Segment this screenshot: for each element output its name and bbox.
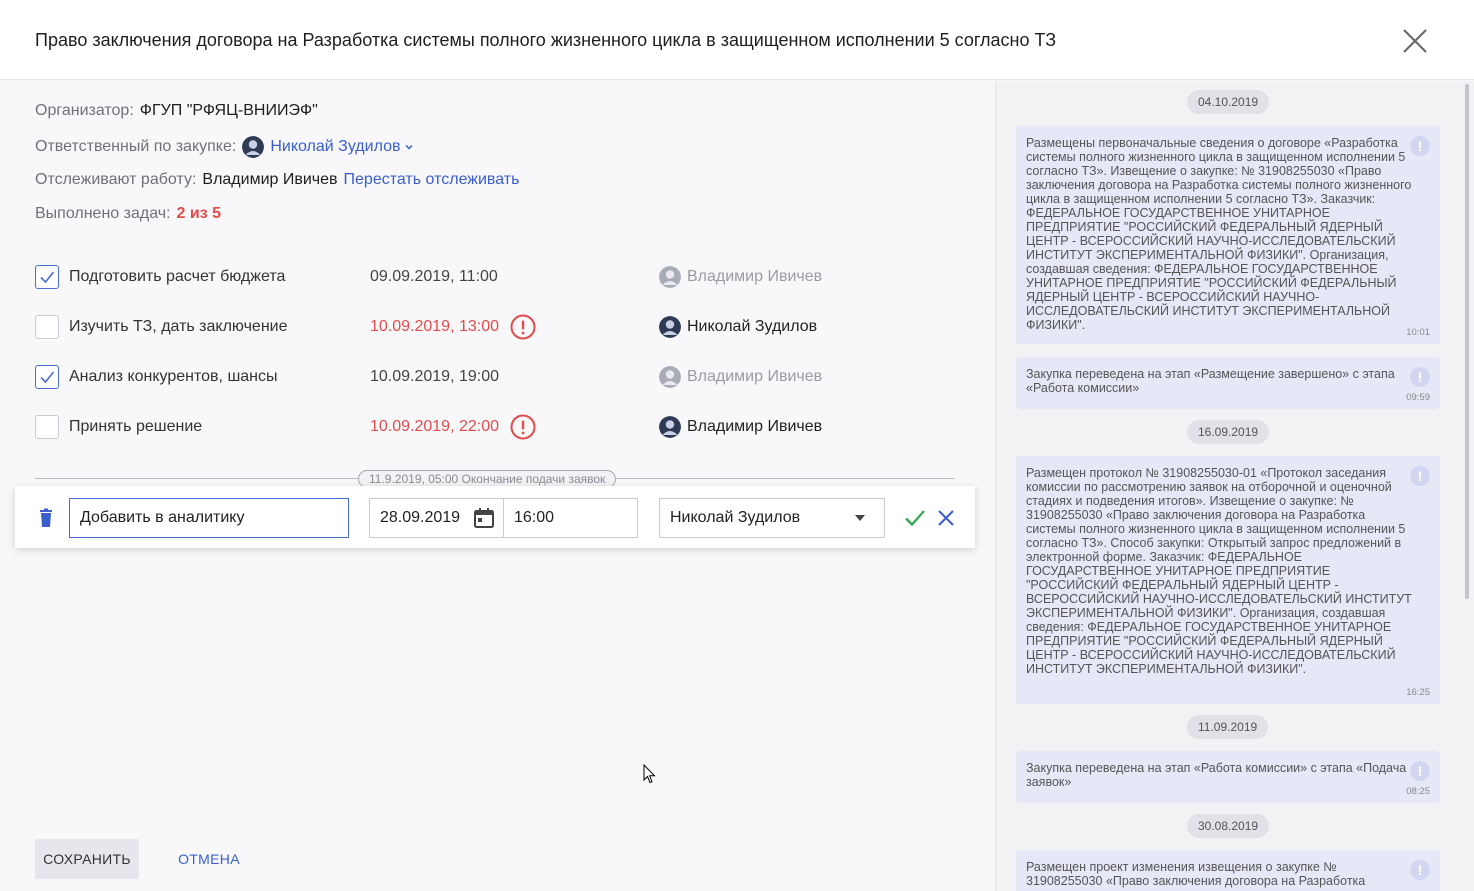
tasks-done-value: 2 из 5 [176, 205, 222, 222]
responsible-row [35, 136, 414, 158]
avatar [659, 416, 681, 438]
task-row [35, 262, 935, 292]
check-icon[interactable] [904, 508, 926, 528]
save-button[interactable]: СОХРАНИТЬ [35, 839, 139, 879]
exclamation-circle-icon [510, 414, 536, 440]
organizer-label: Организатор: [35, 102, 134, 119]
organizer-value: ФГУП "РФЯЦ-ВНИИЭФ" [139, 102, 318, 119]
deadline-text: Окончание подачи заявок [461, 472, 606, 486]
cancel-button[interactable]: ОТМЕНА [164, 839, 254, 879]
timeline-message [1016, 850, 1440, 891]
stop-tracking-link[interactable]: Перестать отслеживать [343, 171, 520, 188]
task-assignee [659, 366, 822, 388]
timeline-message [1016, 357, 1440, 409]
task-assignee-name: Владимир Ивичев [687, 368, 823, 385]
check-icon [36, 366, 58, 388]
message-text: Размещен протокол № 31908255030-01 «Протокол заседания комиссии по рассмотрению заявок на отборочной и оценочной стадиях и подведения итогов». Извещение о закупке: № 31908255030 «Право заключения договора на Разработка системы полного жизненного цикла в защищенном исполнении 5 согласно ТЗ». Способ закупки: Открытый запрос предложений в электронной форме. Заказчик: ФЕДЕРАЛЬНОЕ ГОСУДАРСТВЕННОЕ УНИТАРНОЕ ПРЕДПРИЯТИЕ "РОССИЙСКИЙ ФЕДЕРАЛЬНЫЙ ЯДЕРНЫЙ ЦЕНТР - ВСЕРОССИЙСКИЙ НАУЧНО-ИССЛЕДОВАТЕЛЬСКИЙ ИНСТИТУТ ЭКСПЕРИМЕНТАЛЬНОЙ ФИЗИКИ". Организация, создавшая сведения: ФЕДЕРАЛЬНОЕ ГОСУДАРСТВЕННОЕ УНИТАРНОЕ ПРЕДПРИЯТИЕ "РОССИЙСКИЙ ФЕДЕРАЛЬНЫЙ ЯДЕРНЫЙ ЦЕНТР - ВСЕРОССИЙСКИЙ НАУЧНО-ИССЛЕДОВАТЕЛЬСКИЙ ИНСТИТУТ ЭКСПЕРИМЕНТАЛЬНОЙ ФИЗИКИ". [1026, 466, 1412, 676]
timeline-date: 11.09.2019 [1187, 715, 1268, 739]
task-name[interactable]: Изучить ТЗ, дать заключение [69, 318, 288, 335]
assignee-select[interactable] [659, 498, 885, 538]
info-icon[interactable]: ! [1410, 367, 1430, 387]
task-name[interactable]: Подготовить расчет бюджета [69, 268, 286, 285]
modal-header [0, 0, 1474, 80]
page-title: Право заключения договора на Разработка системы полного жизненного цикла в защищенном исполнении 5 согласно ТЗ [35, 30, 1057, 50]
tracking-value: Владимир Ивичев [202, 171, 338, 188]
timeline-date: 04.10.2019 [1187, 90, 1269, 114]
message-text: Закупка переведена на этап «Работа комиссии» с этапа «Подача заявок» [1026, 761, 1407, 789]
tasks-done-row [35, 205, 221, 223]
message-text: Размещены первоначальные сведения о договоре «Разработка системы полного жизненного цикла в защищенном исполнении 5 согласно ТЗ». Извещение о закупке: № 31908255030 «Право заключения договора на Разработка системы полного жизненного цикла в защищенном исполнении 5 согласно ТЗ». Заказчик: ФЕДЕРАЛЬНОЕ ГОСУДАРСТВЕННОЕ УНИТАРНОЕ ПРЕДПРИЯТИЕ "РОССИЙСКИЙ ФЕДЕРАЛЬНЫЙ ЯДЕРНЫЙ ЦЕНТР - ВСЕРОССИЙСКИЙ НАУЧНО-ИССЛЕДОВАТЕЛЬСКИЙ ИНСТИТУТ ЭКСПЕРИМЕНТАЛЬНОЙ ФИЗИКИ". Организация, создавшая сведения: ФЕДЕРАЛЬНОЕ ГОСУДАРСТВЕННОЕ УНИТАРНОЕ ПРЕДПРИЯТИЕ "РОССИЙСКИЙ ФЕДЕРАЛЬНЫЙ ЯДЕРНЫЙ ЦЕНТР - ВСЕРОССИЙСКИЙ НАУЧНО-ИССЛЕДОВАТЕЛЬСКИЙ ИНСТИТУТ ЭКСПЕРИМЕНТАЛЬНОЙ ФИЗИКИ". [1026, 136, 1412, 332]
timeline-date: 30.08.2019 [1187, 814, 1269, 838]
message-text: Закупка переведена на этап «Размещение завершено» с этапа «Работа комиссии» [1026, 367, 1395, 395]
mouse-pointer-icon [643, 764, 657, 784]
sidebar-scrollbar[interactable] [1465, 84, 1469, 599]
task-assignee-name: Владимир Ивичев [687, 268, 823, 285]
task-row [35, 412, 935, 442]
task-name[interactable]: Принять решение [69, 418, 203, 435]
caret-down-icon[interactable] [855, 515, 865, 521]
task-date: 09.09.2019, 11:00 [370, 268, 498, 285]
timeline-message [1016, 126, 1440, 344]
task-checkbox[interactable] [35, 265, 59, 289]
trash-icon[interactable] [37, 508, 55, 528]
task-assignee-name: Николай Зудилов [687, 318, 818, 335]
task-assignee [659, 316, 817, 338]
close-icon[interactable] [1400, 26, 1430, 56]
timeline-message [1016, 751, 1440, 803]
message-time: 09:59 [1406, 392, 1430, 403]
date-time-separator [503, 498, 504, 538]
info-icon[interactable]: ! [1410, 860, 1430, 880]
task-checkbox[interactable] [35, 365, 59, 389]
message-time: 16:25 [1406, 687, 1430, 698]
task-date: 10.09.2019, 19:00 [370, 368, 500, 385]
tasks-done-label: Выполнено задач: [35, 205, 171, 222]
avatar [659, 366, 681, 388]
assignee-value: Николай Зудилов [670, 509, 801, 526]
task-name-input[interactable] [69, 498, 349, 538]
task-date: 10.09.2019, 13:00 [370, 318, 500, 335]
timeline-message [1016, 456, 1440, 704]
message-time: 10:01 [1406, 327, 1430, 338]
message-text: Размещен проект изменения извещения о закупке № 31908255030 «Право заключения договора на Разработка [1026, 860, 1366, 888]
tracking-label: Отслеживают работу: [35, 171, 197, 188]
timeline-sidebar [995, 81, 1474, 891]
date-input[interactable]: 28.09.2019 [380, 509, 461, 526]
time-input[interactable]: 16:00 [514, 509, 555, 526]
task-row [35, 362, 935, 392]
new-task-editor [15, 486, 975, 548]
chevron-down-icon[interactable] [404, 142, 414, 152]
check-icon [36, 266, 58, 288]
avatar [242, 136, 264, 158]
tracking-row [35, 171, 519, 189]
task-assignee [659, 416, 822, 438]
info-icon[interactable]: ! [1410, 466, 1430, 486]
info-icon[interactable]: ! [1410, 761, 1430, 781]
x-icon[interactable] [936, 508, 956, 528]
main-panel [0, 81, 995, 891]
task-name[interactable]: Анализ конкурентов, шансы [69, 368, 278, 385]
organizer-row [35, 102, 318, 120]
task-assignee-name: Владимир Ивичев [687, 418, 823, 435]
task-assignee [659, 266, 822, 288]
avatar [659, 266, 681, 288]
task-date: 10.09.2019, 22:00 [370, 418, 500, 435]
deadline-date: 11.9.2019, 05:00 [369, 472, 459, 486]
info-icon[interactable]: ! [1410, 136, 1430, 156]
task-row [35, 312, 935, 342]
task-checkbox[interactable] [35, 315, 59, 339]
message-time: 08:25 [1406, 786, 1430, 797]
avatar [659, 316, 681, 338]
task-checkbox[interactable] [35, 415, 59, 439]
calendar-icon[interactable] [473, 507, 495, 529]
timeline-date: 16.09.2019 [1187, 420, 1269, 444]
exclamation-circle-icon [510, 314, 536, 340]
responsible-label: Ответственный по закупке: [35, 138, 237, 155]
responsible-user-link[interactable]: Николай Зудилов [270, 138, 401, 155]
